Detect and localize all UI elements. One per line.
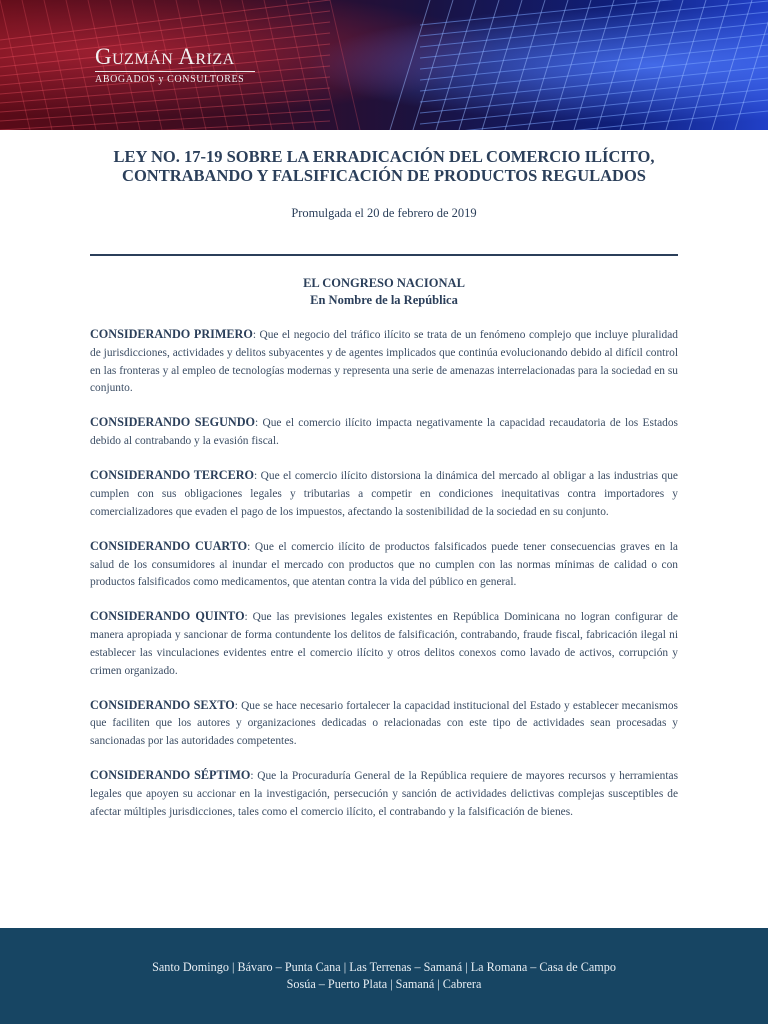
firm-logo xyxy=(95,44,255,86)
considerando-text: : Que la Procuraduría General de la República requiere de mayores recursos y herramientas legales que apoyen su accionar en la investigación, persecución y sanción de actividades delictivas complejas susceptibles de afectar múltiples jurisdicciones, tales como el comercio ilícito, el contrabando y la falsificación de bienes. xyxy=(90,770,678,818)
considerando-paragraph xyxy=(90,467,678,521)
considerando-heading: CONSIDERANDO TERCERO xyxy=(90,468,254,483)
logo-divider xyxy=(95,71,255,72)
considerando-text: : Que las previsiones legales existentes en República Dominicana no logran configurar de manera apropiada y sancionar de forma contundente los delitos de falsificación, contrabando, fraude fiscal, fabricación ilegal ni establecer las vinculaciones evidentes entre el comercio ilícito y otros delitos conexos como lavado de activos, corrupción y crimen organizado. xyxy=(90,611,678,677)
considerando-paragraph xyxy=(90,697,678,751)
considerando-paragraph xyxy=(90,326,678,398)
considerando-heading: CONSIDERANDO PRIMERO xyxy=(90,327,253,341)
considerando-heading: CONSIDERANDO SEGUNDO xyxy=(90,415,255,430)
considerando-text: : Que se hace necesario fortalecer la capacidad institucional del Estado y establecer mecanismos que faciliten que los autores y organizaciones dedicadas o relacionadas con este tipo de actividades sean procesadas y sancionadas por las autoridades competentes. xyxy=(90,699,678,748)
considerando-text: : Que el negocio del tráfico ilícito se trata de un fenómeno complejo que incluye pluralidad de jurisdicciones, actividades y delitos subyacentes y de agentes implicados que continúa evolucionando debido al difícil control en las fronteras y al empleo de tecnologías modernas y representa una serie de amenazas interrelacionadas para la sociedad en su conjunto. xyxy=(90,329,678,395)
considerando-paragraph xyxy=(90,767,678,821)
title-divider xyxy=(90,254,678,256)
congress-subtitle: En Nombre de la República xyxy=(310,293,458,307)
considerando-heading: CONSIDERANDO SEXTO xyxy=(90,697,235,712)
considerando-heading: CONSIDERANDO CUARTO xyxy=(90,538,248,553)
considerando-paragraph xyxy=(90,538,678,592)
considerando-text: : Que el comercio ilícito distorsiona la dinámica del mercado al obligar a las industrias que cumplen con sus obligaciones legales y tributarias a competir en condiciones inequitativas contra importadores y comercializadores que evaden el pago de los impuestos, afectando la sostenibilidad de la sociedad en su conjunto. xyxy=(90,470,678,518)
logo-subtitle: ABOGADOS y CONSULTORES xyxy=(95,74,245,85)
congress-name: EL CONGRESO NACIONAL xyxy=(303,276,465,290)
logo-firm-name: Guzmán Ariza xyxy=(95,44,235,69)
congress-heading xyxy=(90,275,678,309)
considerando-text: : Que el comercio ilícito impacta negativamente la capacidad recaudatoria de los Estados debido al contrabando y la evasión fiscal. xyxy=(90,417,678,448)
document-body xyxy=(90,326,678,838)
header-banner xyxy=(0,0,768,130)
considerando-text: : Que el comercio ilícito de productos falsificados puede tener consecuencias graves en la salud de los consumidores al inundar el mercado con productos que no cumplen con las normas mínimas de calidad o con productos falsificados como medicamentos, que atentan contra la vida del público en general. xyxy=(90,540,678,589)
footer-bar xyxy=(0,928,768,1024)
considerando-heading: CONSIDERANDO SÉPTIMO xyxy=(90,768,251,783)
considerando-paragraph xyxy=(90,608,678,680)
considerando-heading: CONSIDERANDO QUINTO xyxy=(90,609,245,624)
footer-offices-line2: Sosúa – Puerto Plata | Samaná | Cabrera xyxy=(286,977,482,991)
promulgation-date: Promulgada el 20 de febrero de 2019 xyxy=(291,206,477,220)
document-title: LEY NO. 17-19 SOBRE LA ERRADICACIÓN DEL COMERCIO ILÍCITO, CONTRABANDO Y FALSIFICACIÓN DE PRODUCTOS REGULADOS xyxy=(113,147,655,185)
footer-offices-line1: Santo Domingo | Bávaro – Punta Cana | Las Terrenas – Samaná | La Romana – Casa de Campo xyxy=(152,960,616,974)
considerando-paragraph xyxy=(90,414,678,451)
